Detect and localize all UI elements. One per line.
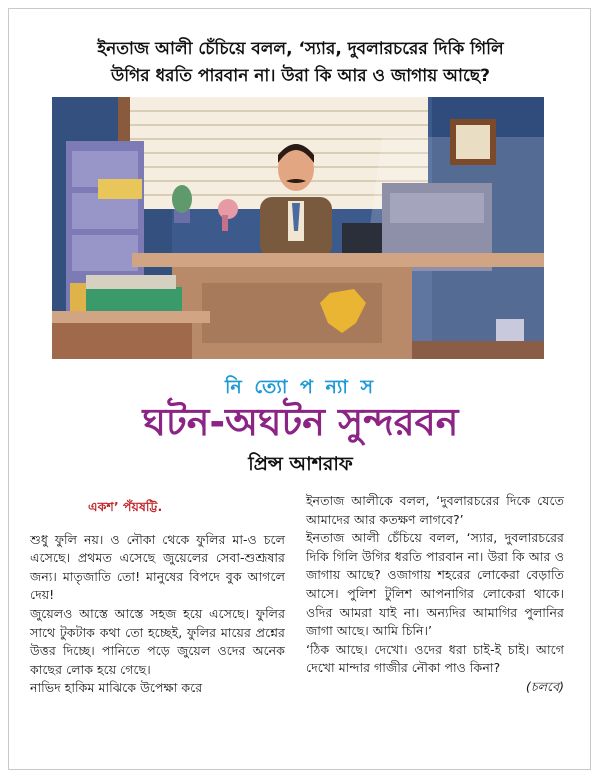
- headline: [30, 36, 571, 90]
- paragraph: ইনতাজ আলী চেঁচিয়ে বলল, ‘স্যার, দুবলারচরের দিকি গিলি উগির ধরতি পারবান না। উরা কি আর ও জাগায় আছে? ওজাগায় শহরের লোকেরা বেড়াতি আসে। পুলিশ টুলিশ আপনাগির লোকেরা থাকে। ওদির আমরা যাই না। অন্যদির আমাগির পুলানির জাগা আছে। আমি চিনি।’: [306, 530, 564, 639]
- story-title: ঘটন-অঘটন সুন্দরবন: [142, 400, 459, 444]
- chapter-number: একশ’ পঁয়ষট্টি.: [88, 499, 163, 514]
- paragraph: জুয়েলও আস্তে আস্তে সহজ হয়ে এসেছে। ফুলির সাথে টুকটাক কথা তো হচ্ছেই, ফুলির মায়ের প্রশ্নের উত্তর দিচ্ছে। পানিতে পড়ে জুয়েল ওদের অনেক কাছের লোক হয়ে গেছে।: [30, 605, 285, 677]
- paragraph: ইনতাজ আলীকে বলল, ‘দুবলারচরের দিকে যেতে আমাদের আর কতক্ষণ লাগবে?’: [306, 493, 564, 527]
- author-name: প্রিন্স আশরাফ: [248, 453, 353, 475]
- continued-marker: (চলবে): [525, 678, 564, 694]
- left-column: [30, 492, 285, 698]
- section-label: নি ত্যো প ন্যা স: [224, 376, 377, 398]
- police-officer-desk-icon: [52, 97, 544, 359]
- paragraph: নাভিদ হাকিম মাঝিকে উপেক্ষা করে: [30, 680, 203, 696]
- paragraph: ‘ঠিক আছে। দেখো। ওদের ধরা চাই-ই চাই। আগে দেখো মান্দার গাজীর নৌকা পাও কিনা?: [306, 641, 564, 676]
- illustration: [52, 97, 544, 359]
- headline-line-1: ইনতাজ আলী চেঁচিয়ে বলল, ‘স্যার, দুবলারচরের দিকি গিলি: [97, 39, 504, 59]
- headline-line-2: উগির ধরতি পারবান না। উরা কি আর ও জাগায় আছে?: [111, 66, 490, 86]
- right-column: [306, 492, 564, 697]
- paragraph: শুধু ফুলি নয়। ও নৌকা থেকে ফুলির মা-ও চলে এসেছে। প্রথমত এসেছে জুয়েলের সেবা-শুশ্রূষার জন্য। মাতৃজাতি তো! মানুষের বিপদে বুক আগলে দেয়!: [30, 531, 285, 603]
